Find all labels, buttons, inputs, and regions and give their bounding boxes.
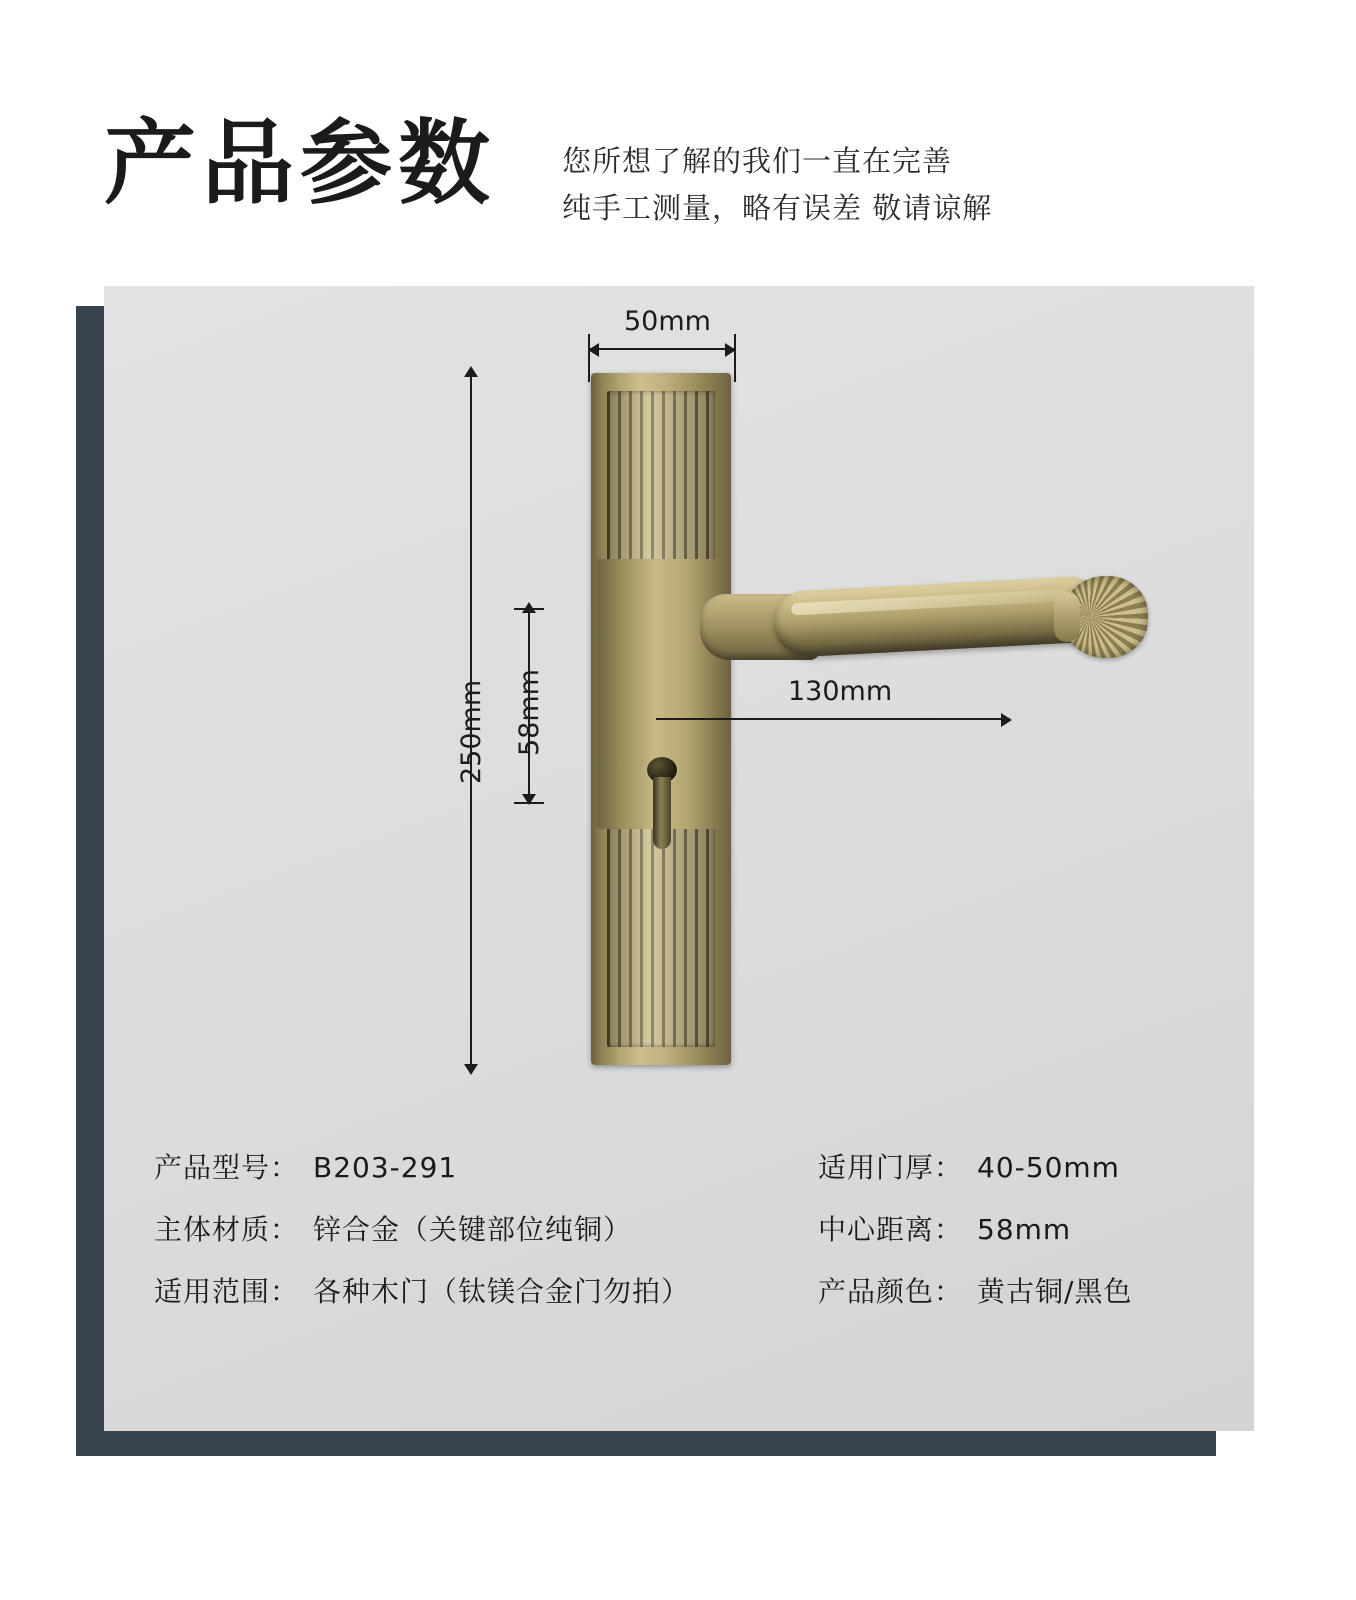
spec-value: 40-50mm — [977, 1151, 1120, 1184]
spec-column-right — [818, 1146, 1132, 1332]
spec-row — [154, 1208, 690, 1270]
dimension-center-label: 58mm — [514, 669, 545, 756]
dimension-height-label: 250mm — [456, 679, 487, 784]
spec-key: 产品型号： — [154, 1151, 300, 1184]
lever-end-fan — [1062, 576, 1148, 658]
spec-key: 中心距离： — [818, 1213, 964, 1246]
lever-handle — [700, 568, 1148, 674]
spec-key: 适用范围： — [154, 1275, 300, 1308]
subtitle-line-1: 您所想了解的我们一直在完善 — [562, 144, 953, 178]
spec-row — [818, 1270, 1132, 1332]
spec-card — [104, 286, 1254, 1431]
spec-row — [818, 1208, 1132, 1270]
spec-value: 锌合金（关键部位纯铜） — [313, 1213, 633, 1246]
page-title: 产品参数 — [104, 110, 497, 217]
dimension-width-label: 50mm — [624, 306, 711, 337]
spec-key: 适用门厚： — [818, 1151, 964, 1184]
dimension-handle-length-label: 130mm — [788, 676, 893, 707]
spec-key: 产品颜色： — [818, 1275, 964, 1308]
keyhole-icon — [647, 757, 677, 849]
spec-value: 各种木门（钛镁合金门勿拍） — [313, 1275, 691, 1308]
spec-row — [154, 1270, 690, 1332]
page-header — [104, 110, 1264, 260]
subtitle-line-2: 纯手工测量，略有误差 敬请谅解 — [562, 190, 993, 225]
spec-row — [818, 1146, 1132, 1208]
lever-bar — [772, 576, 1095, 659]
page-subtitle — [562, 138, 992, 232]
spec-column-left — [154, 1146, 690, 1332]
product-diagram — [104, 286, 1254, 1126]
spec-key: 主体材质： — [154, 1213, 300, 1246]
spec-value: B203-291 — [313, 1151, 458, 1184]
spec-table — [104, 1146, 1254, 1376]
spec-value: 黄古铜/黑色 — [977, 1275, 1133, 1308]
spec-value: 58mm — [977, 1213, 1072, 1246]
spec-row — [154, 1146, 690, 1208]
